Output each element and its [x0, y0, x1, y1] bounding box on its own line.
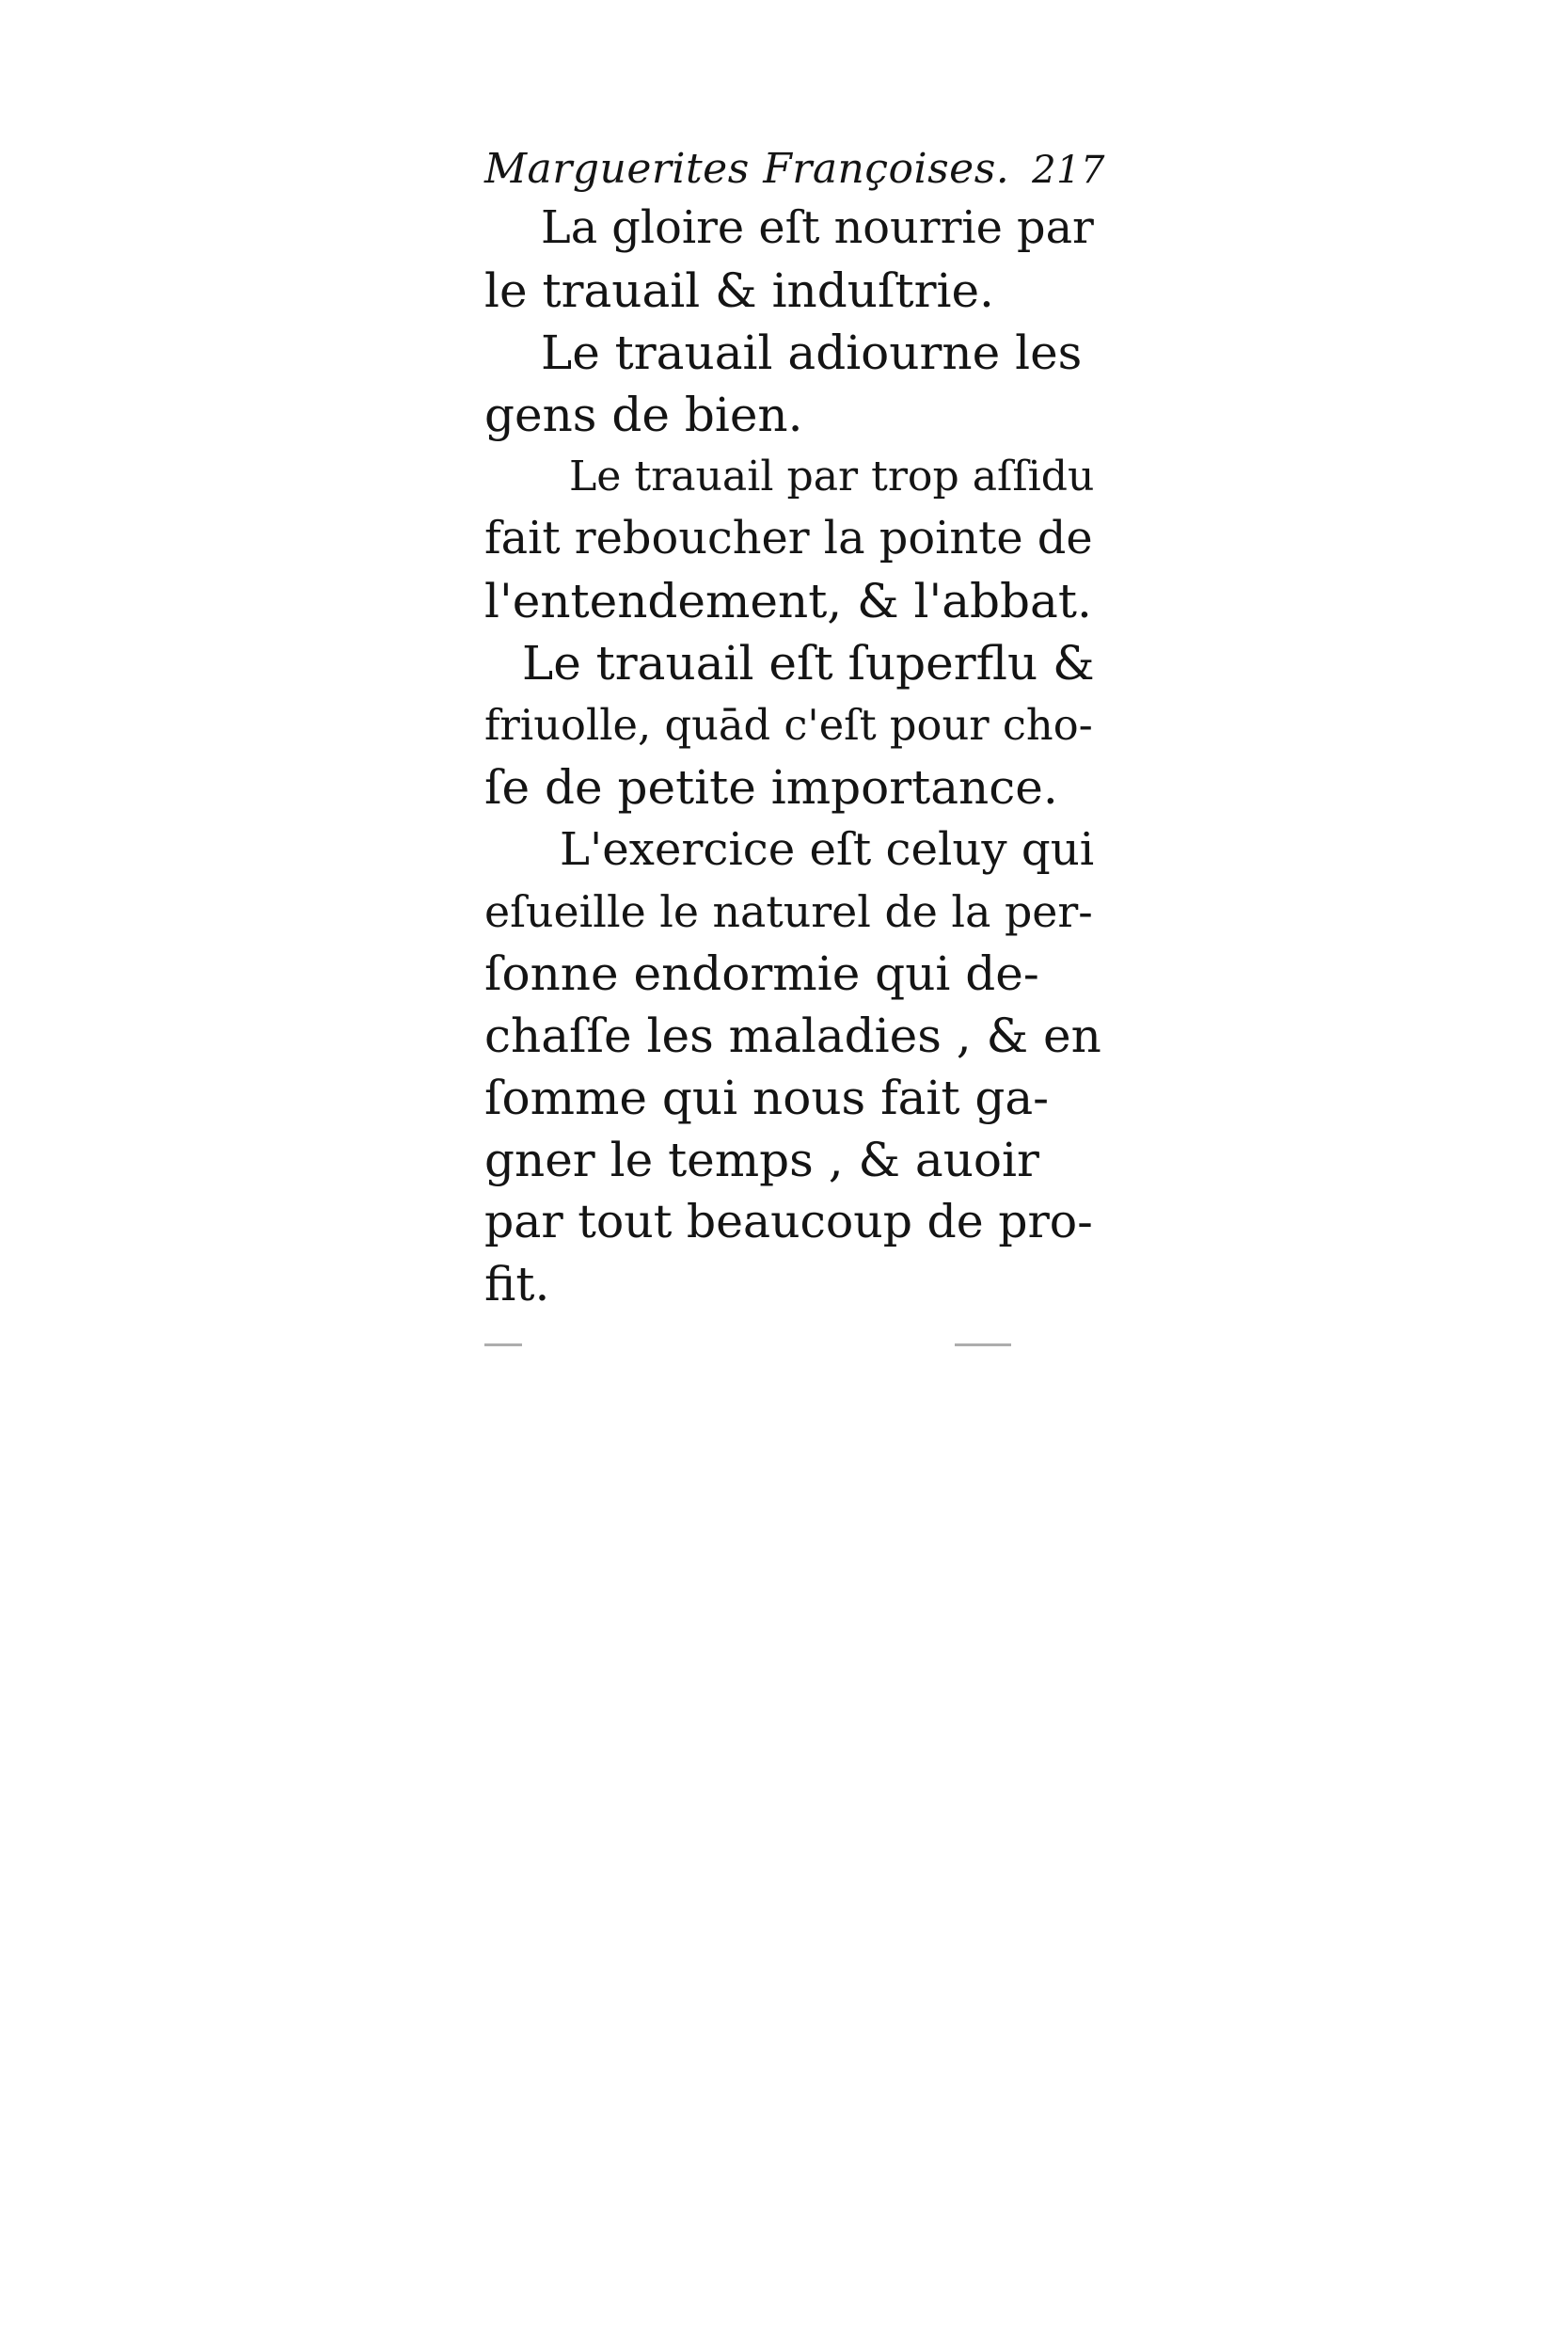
text-line: Le trauail adiourne les	[541, 326, 1083, 380]
ink-smudge	[484, 1343, 522, 1346]
text-line: gens de bien.	[484, 388, 803, 442]
paragraph	[484, 818, 1105, 1315]
text-line: ſomme qui nous fait ga-	[484, 1071, 1050, 1125]
running-head-title: Marguerites Françoises.	[484, 145, 1010, 193]
paragraph	[484, 632, 1105, 818]
text-line: friuolle, quād c'eſt pour cho-	[484, 700, 1093, 750]
text-line: fit.	[484, 1257, 550, 1311]
text-line: L'exercice eſt celuy qui	[560, 823, 1095, 876]
page-number: 217	[1032, 149, 1105, 192]
text-line: par tout beaucoup de pro-	[484, 1195, 1093, 1248]
text-line: eſueille le naturel de la per-	[484, 886, 1093, 937]
running-head	[484, 141, 1105, 198]
text-line: ſonne endormie qui de-	[484, 946, 1039, 1001]
text-line: chaſſe les maladies , & en	[484, 1009, 1101, 1063]
text-line: fait reboucher la pointe de	[484, 513, 1093, 564]
text-line: ſe de petite importance.	[484, 760, 1058, 815]
paragraph	[484, 446, 1105, 632]
paragraph	[484, 198, 1105, 322]
text-line: Le trauail par trop aſſidu	[569, 453, 1095, 501]
ink-smudge	[955, 1343, 1011, 1346]
paragraph	[484, 322, 1105, 446]
text-column	[484, 141, 1105, 1315]
text-line: Le trauail eſt ſuperflu &	[522, 636, 1095, 691]
text-line: La gloire eſt nourrie par	[541, 202, 1094, 254]
text-line: le trauail & induſtrie.	[484, 263, 994, 318]
text-line: gner le temps , & auoir	[484, 1133, 1039, 1187]
print-smudges	[484, 1343, 1105, 1353]
text-line: l'entendement, & l'abbat.	[484, 574, 1092, 628]
